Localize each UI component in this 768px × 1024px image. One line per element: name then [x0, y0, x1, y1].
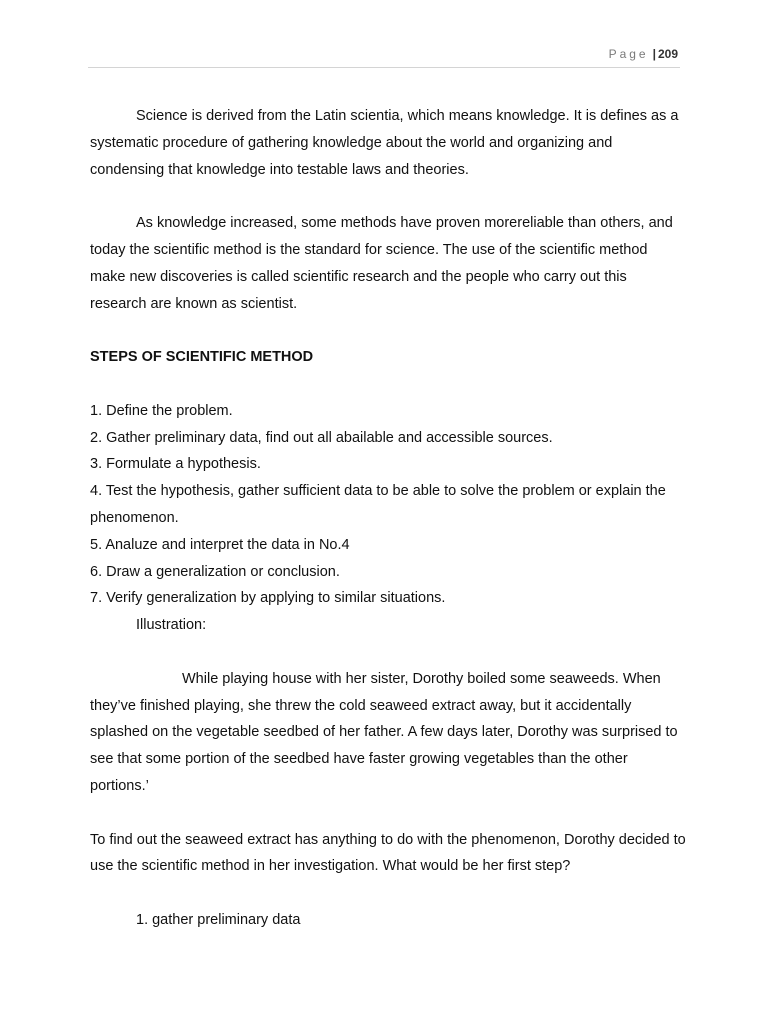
paragraph-spacer: [90, 639, 686, 666]
step-item: 5. Analuze and interpret the data in No.4: [90, 536, 350, 553]
header-divider: [88, 67, 680, 68]
document-body: [90, 103, 686, 934]
step-item: 3. Formulate a hypothesis.: [90, 456, 261, 473]
paragraph-spacer: [90, 880, 686, 907]
illustration-story: While playing house with her sister, Dorothy boiled some seaweeds. When they’ve finished playing, she threw the cold seaweed extract away, but it accidentally splashed on the vegetable seedbed of her father. A few days later, Dorothy was surprised to see that some portion of the seedbed have faster growing vegetables than the other portions.’: [90, 670, 678, 794]
step-item: 6. Draw a generalization or conclusion.: [90, 563, 340, 580]
illustration-answer: 1. gather preliminary data: [136, 911, 301, 928]
step-item: 2. Gather preliminary data, find out all abailable and accessible sources.: [90, 429, 553, 446]
paragraph-spacer: [90, 371, 686, 398]
illustration-question: To find out the seaweed extract has anything to do with the phenomenon, Dorothy decided to use the scientific method in her investigation. What would be her first step?: [90, 831, 686, 875]
paragraph-spacer: [90, 800, 686, 827]
intro-paragraph-1: Science is derived from the Latin scientia, which means knowledge. It is defines as a systematic procedure of gathering knowledge about the world and organizing and condensing that knowledge into testable laws and theories.: [90, 108, 679, 178]
page-label: Page: [608, 47, 649, 61]
paragraph-spacer: [90, 317, 686, 344]
intro-paragraph-2: As knowledge increased, some methods have proven morereliable than others, and today the scientific method is the standard for science. The use of the scientific method make new discoveries is called scientific research and the people who carry out this research are known as scientist.: [90, 215, 673, 312]
step-item: 7. Verify generalization by applying to similar situations.: [90, 590, 446, 607]
page-header: [609, 47, 678, 61]
step-item: 4. Test the hypothesis, gather sufficient data to be able to solve the problem or explain the phenomenon.: [90, 483, 666, 526]
page-separator: |: [652, 47, 656, 61]
steps-list: [90, 398, 686, 612]
steps-heading: STEPS OF SCIENTIFIC METHOD: [90, 349, 314, 366]
page-number: 209: [657, 47, 678, 61]
step-item: 1. Define the problem.: [90, 402, 233, 419]
paragraph-spacer: [90, 183, 686, 210]
illustration-label: Illustration:: [136, 617, 207, 634]
